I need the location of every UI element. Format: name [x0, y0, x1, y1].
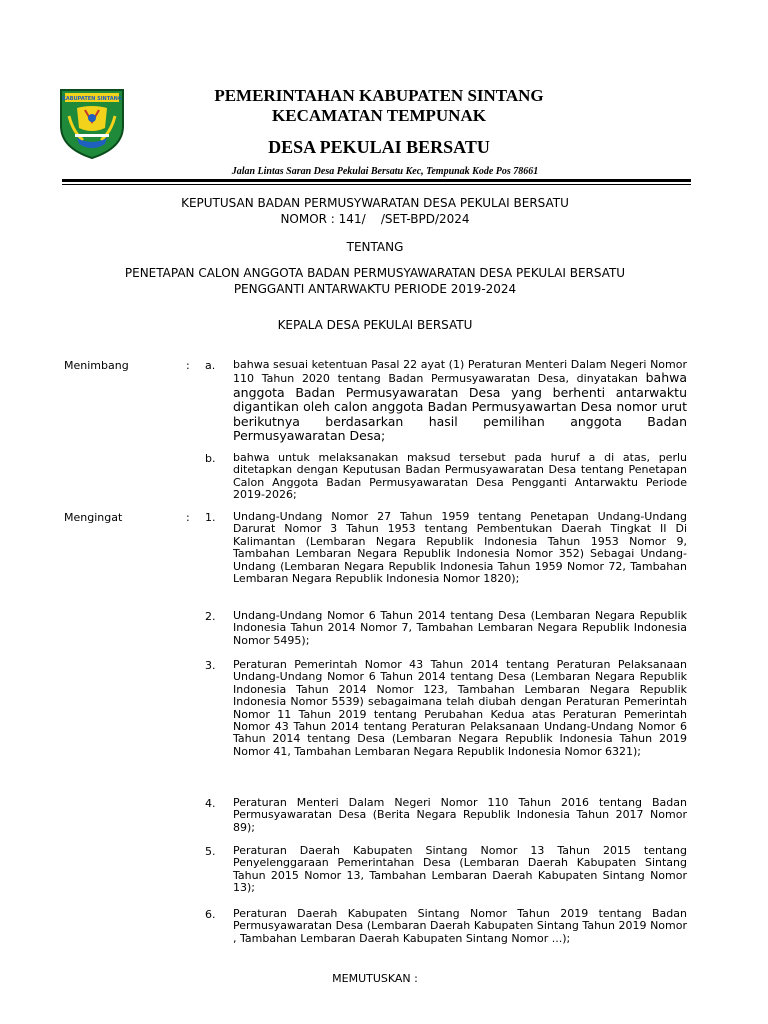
decree-subject-line2: PENGGANTI ANTARWAKTU PERIODE 2019-2024	[233, 282, 517, 296]
menimbang-item-b: bahwa untuk melaksanakan maksud tersebut pada huruf a di atas, perlu ditetapkan dengan Keputusan Badan Permusyawaratan Desa tentang Penetapan Calon Anggota Badan Permusyawaratan Desa Pengganti Antarwaktu Periode 2019-2026;	[233, 451, 687, 502]
sintang-regency-logo	[57, 86, 127, 160]
mengingat-marker-4: 4.	[205, 797, 216, 810]
issuing-authority: KEPALA DESA PEKULAI BERSATU	[277, 318, 473, 332]
letterhead-rule-thick	[62, 179, 691, 182]
menimbang-item-a-part2: bahwa anggota Badan Permusyawaratan Desa yang berhenti antarwaktu digantikan oleh calon anggota Badan Permusyawartan Desa nomor urut berikutnya berdasarkan hasil pemilihan anggota Badan Permusyawaratan Desa;	[233, 370, 687, 444]
mengingat-item-3: Peraturan Pemerintah Nomor 43 Tahun 2014 tentang Peraturan Pelaksanaan Undang-Undang Nomor 6 Tahun 2014 tentang Desa (Lembaran Negara Republik Indonesia Tahun 2014 Nomor 123, Tambahan Lembaran Negara Republik Indonesia Nomor 5539) sebagaimana telah diubah dengan Peraturan Pemerintah Nomor 11 Tahun 2019 tentang Perubahan Kedua atas Peraturan Pemerintah Nomor 43 Tahun 2014 tentang Peraturan Pelaksanaan Undang-Undang Nomor 6 Tahun 2014 tentang Desa (Lembaran Negara Republik Indonesia Tahun 2019 Nomor 41, Tambahan Lembaran Negara Republik Indonesia Nomor 6321);	[233, 658, 687, 758]
mengingat-marker-5: 5.	[205, 845, 216, 858]
mengingat-item-6: Peraturan Daerah Kabupaten Sintang Nomor Tahun 2019 tentang Badan Permusyawaratan Desa (Lembaran Daerah Kabupaten Sintang Tahun 2019 Nomor , Tambahan Lembaran Daerah Kabupaten Sintang Nomor ...);	[233, 907, 687, 945]
letterhead-district: KECAMATAN TEMPUNAK	[272, 106, 486, 125]
mengingat-item-1: Undang-Undang Nomor 27 Tahun 1959 tentang Penetapan Undang-Undang Darurat Nomor 3 Tahun 1953 tentang Pembentukan Daerah Tingkat II Di Kalimantan (Lembaran Negara Republik Indonesia Tahun 1953 Nomor 9, Tambahan Lembaran Negara Republik Indonesia Nomor 352) Sebagai Undang-Undang (Lembaran Negara Republik Indonesia Tahun 1959 Nomor 72, Tambahan Lembaran Negara Republik Indonesia Nomor 1820);	[233, 510, 687, 586]
letterhead-village: DESA PEKULAI BERSATU	[268, 137, 490, 157]
menimbang-colon: :	[186, 359, 190, 372]
mengingat-marker-1: 1.	[205, 511, 216, 524]
mengingat-marker-2: 2.	[205, 610, 216, 623]
mengingat-colon: :	[186, 511, 190, 524]
decree-title: KEPUTUSAN BADAN PERMUSYWARATAN DESA PEKULAI BERSATU	[181, 196, 569, 210]
menimbang-marker-a: a.	[205, 359, 216, 372]
mengingat-item-2: Undang-Undang Nomor 6 Tahun 2014 tentang Desa (Lembaran Negara Republik Indonesia Tahun 2014 Nomor 7, Tambahan Lembaran Negara Republik Indonesia Nomor 5495);	[233, 609, 687, 647]
letterhead-rule-thin	[62, 184, 691, 185]
mengingat-item-5: Peraturan Daerah Kabupaten Sintang Nomor 13 Tahun 2015 tentang Penyelenggaraan Pemerintahan Desa (Lembaran Daerah Kabupaten Sintang Tahun 2015 Nomor 13, Tambahan Lembaran Daerah Kabupaten Sintang Nomor 13);	[233, 844, 687, 895]
menimbang-item-a	[233, 359, 687, 443]
decree-number: NOMOR : 141/ /SET-BPD/2024	[280, 212, 470, 226]
tentang-heading: TENTANG	[346, 240, 404, 254]
menimbang-item-a-part1: bahwa sesuai ketentuan Pasal 22 ayat (1) Peraturan Menteri Dalam Negeri Nomor 110 Tahun 2020 tentang Badan Permusyawaratan Desa, dinyatakan	[233, 358, 687, 386]
mengingat-marker-6: 6.	[205, 908, 216, 921]
mengingat-label: Mengingat	[64, 511, 123, 524]
mengingat-item-4: Peraturan Menteri Dalam Negeri Nomor 110 Tahun 2016 tentang Badan Permusyawaratan Desa (Berita Negara Republik Indonesia Tahun 2017 Nomor 89);	[233, 796, 687, 834]
menimbang-label: Menimbang	[64, 359, 129, 372]
letterhead-address: Jalan Lintas Saran Desa Pekulai Bersatu Kec, Tempunak Kode Pos 78661	[231, 166, 539, 177]
decree-subject-line1: PENETAPAN CALON ANGGOTA BADAN PERMUSYAWARATAN DESA PEKULAI BERSATU	[124, 266, 626, 280]
memutuskan-heading: MEMUTUSKAN :	[332, 972, 418, 985]
mengingat-marker-3: 3.	[205, 659, 216, 672]
logo-text: KABUPATEN SINTANG	[62, 96, 122, 102]
menimbang-marker-b: b.	[205, 452, 216, 465]
letterhead-government: PEMERINTAHAN KABUPATEN SINTANG	[214, 86, 544, 105]
